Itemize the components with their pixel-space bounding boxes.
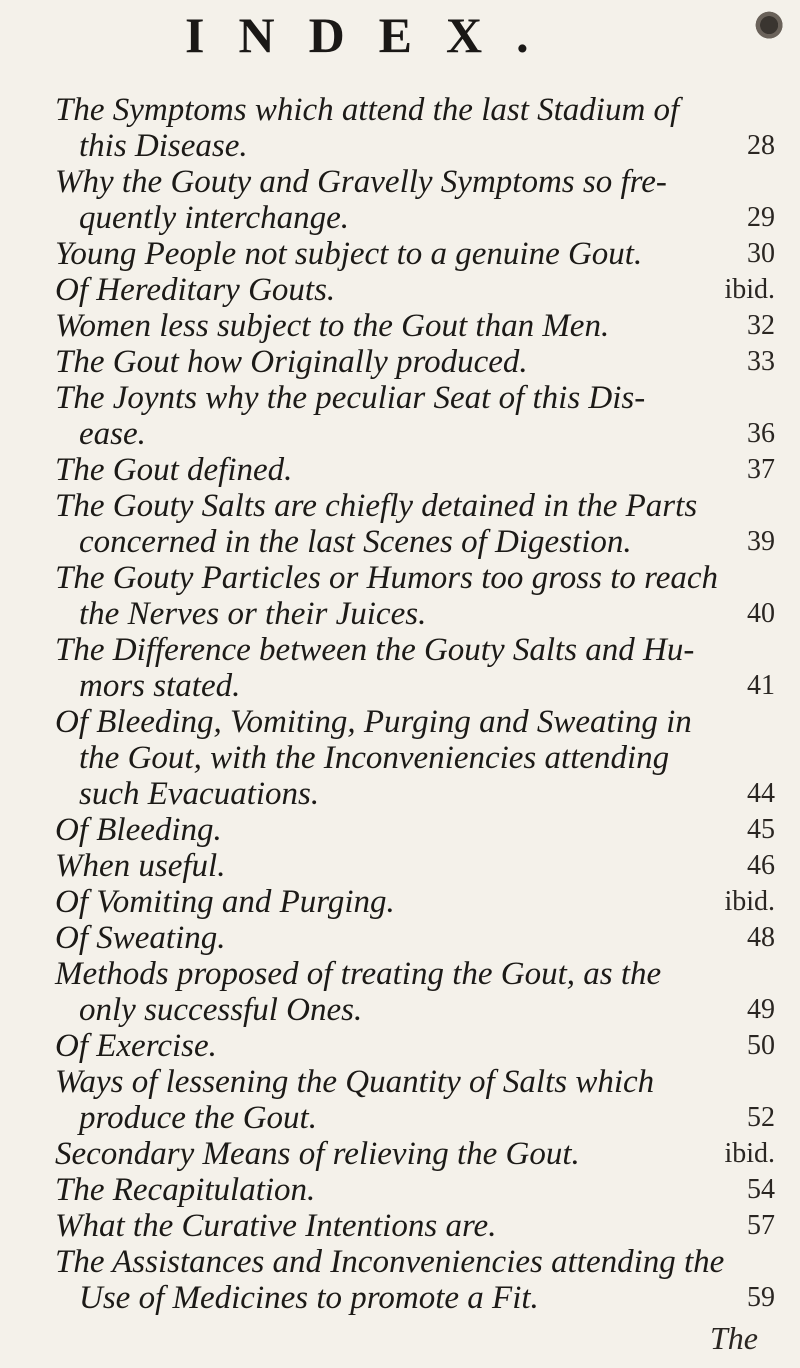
entry-line: Of Exercise.	[55, 1028, 217, 1064]
index-entry	[55, 1244, 775, 1316]
catchword: The	[710, 1320, 758, 1356]
entry-line: The Recapitulation.	[55, 1172, 316, 1208]
index-entry	[55, 1028, 775, 1064]
entry-line: When useful.	[55, 848, 226, 884]
entry-line: Of Bleeding.	[55, 812, 222, 848]
index-entry	[55, 308, 775, 344]
entry-line: The Gout how Originally produced.	[55, 344, 528, 380]
index-entry	[55, 956, 775, 1028]
page-number: ibid.	[724, 1138, 775, 1169]
entry-line: The Difference between the Gouty Salts and Hu-	[55, 632, 695, 668]
index-entry	[55, 1136, 775, 1172]
index-entry	[55, 1208, 775, 1244]
page-number: 39	[747, 526, 775, 557]
page-number: 41	[747, 670, 775, 701]
page-number: 50	[747, 1030, 775, 1061]
entry-line: this Disease.	[79, 128, 248, 164]
page-number: 52	[747, 1102, 775, 1133]
index-entry	[55, 344, 775, 380]
entry-line: quently interchange.	[79, 200, 350, 236]
entry-line: the Nerves or their Juices.	[79, 596, 427, 632]
entry-line: Of Sweating.	[55, 920, 226, 956]
entry-line: Use of Medicines to promote a Fit.	[79, 1280, 539, 1316]
index-entry	[55, 920, 775, 956]
index-entry	[55, 632, 775, 704]
entry-line: concerned in the last Scenes of Digestion.	[79, 524, 632, 560]
page-number: 37	[747, 454, 775, 485]
page-number: 29	[747, 202, 775, 233]
entry-line: mors stated.	[79, 668, 241, 704]
entry-line: Ways of lessening the Quantity of Salts which	[55, 1064, 655, 1100]
page-number: 28	[747, 130, 775, 161]
entry-line: produce the Gout.	[79, 1100, 317, 1136]
index-entry	[55, 452, 775, 488]
entry-line: What the Curative Intentions are.	[55, 1208, 497, 1244]
entry-line: Of Vomiting and Purging.	[55, 884, 395, 920]
page-number: 54	[747, 1174, 775, 1205]
page-number: 57	[747, 1210, 775, 1241]
index-entry	[55, 92, 775, 164]
page-number: 33	[747, 346, 775, 377]
page-number: 30	[747, 238, 775, 269]
index-entry	[55, 704, 775, 812]
index-entry	[55, 272, 775, 308]
index-entry	[55, 560, 775, 632]
entry-line: only successful Ones.	[79, 992, 363, 1028]
entry-line: ease.	[79, 416, 146, 452]
entry-line: The Symptoms which attend the last Stadium of	[55, 92, 680, 128]
page-title: INDEX.	[185, 7, 563, 63]
entry-line: Why the Gouty and Gravelly Symptoms so fre-	[55, 164, 667, 200]
entry-line: Women less subject to the Gout than Men.	[55, 308, 610, 344]
page-number: ibid.	[724, 274, 775, 305]
entry-line: Of Bleeding, Vomiting, Purging and Sweating in	[55, 704, 692, 740]
page-number: 49	[747, 994, 775, 1025]
page-number: ibid.	[724, 886, 775, 917]
index-entry	[55, 884, 775, 920]
index-entry	[55, 812, 775, 848]
entry-line: The Joynts why the peculiar Seat of this Dis-	[55, 380, 646, 416]
index-entry	[55, 236, 775, 272]
page-number: 40	[747, 598, 775, 629]
entry-line: the Gout, with the Inconveniencies attending	[79, 740, 670, 776]
page-number: 46	[747, 850, 775, 881]
entry-line: The Gout defined.	[55, 452, 293, 488]
entry-line: Of Hereditary Gouts.	[55, 272, 336, 308]
index-entry-list	[55, 92, 775, 1316]
index-entry	[55, 1172, 775, 1208]
page-number: 45	[747, 814, 775, 845]
entry-line: Methods proposed of treating the Gout, as the	[55, 956, 662, 992]
entry-line: Secondary Means of relieving the Gout.	[55, 1136, 580, 1172]
index-entry	[55, 164, 775, 236]
index-entry	[55, 848, 775, 884]
index-entry	[55, 1064, 775, 1136]
entry-line: such Evacuations.	[79, 776, 320, 812]
page-number: 32	[747, 310, 775, 341]
page-number: 48	[747, 922, 775, 953]
entry-line: The Assistances and Inconveniencies attending the	[55, 1244, 725, 1280]
entry-line: Young People not subject to a genuine Gout.	[55, 236, 643, 272]
page-number: 36	[747, 418, 775, 449]
printer-ornament-icon	[752, 8, 790, 46]
page-number: 44	[747, 778, 775, 809]
entry-line: The Gouty Salts are chiefly detained in the Parts	[55, 488, 698, 524]
page-number: 59	[747, 1282, 775, 1313]
entry-line: The Gouty Particles or Humors too gross to reach	[55, 560, 719, 596]
index-entry	[55, 380, 775, 452]
index-entry	[55, 488, 775, 560]
